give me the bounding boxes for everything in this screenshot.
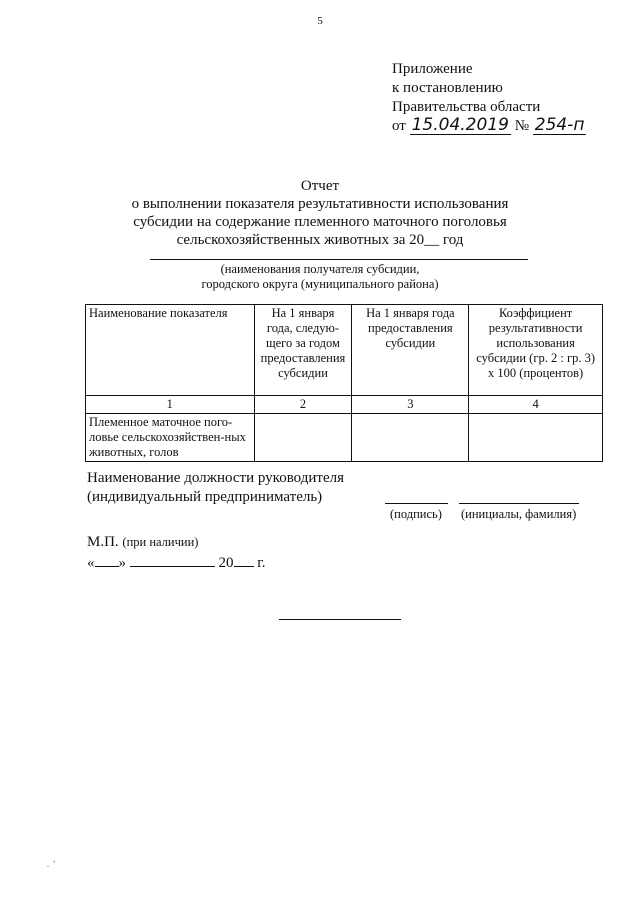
header-cell: На 1 января года, следую-щего за годом предоставления субсидии — [254, 305, 352, 396]
table-header-row — [86, 305, 603, 396]
column-number-cell: 2 — [254, 396, 352, 414]
appendix-line-2: к постановлению — [392, 80, 503, 96]
handwritten-number: 254-п — [534, 115, 585, 135]
stamp-label-line — [87, 533, 198, 552]
year-fill-line[interactable] — [234, 552, 254, 567]
appendix-line-3: Правительства области — [392, 99, 541, 115]
header-cell: Наименование показателя — [86, 305, 255, 396]
number-prefix: № — [514, 118, 530, 134]
name-caption: (инициалы, фамилия) — [461, 507, 577, 521]
signer-position — [87, 469, 344, 507]
appendix-block — [392, 60, 586, 136]
table-row — [86, 414, 603, 462]
title-line-2: субсидии на содержание племенного маточного поголовья — [133, 214, 507, 230]
date-close-quote: » — [118, 555, 126, 571]
report-table — [85, 304, 603, 462]
stamp-note: (при наличии) — [122, 535, 199, 549]
month-fill-line[interactable] — [130, 552, 215, 567]
signature-fill-line[interactable] — [385, 503, 448, 504]
date-prefix: от — [392, 118, 406, 134]
stamp-label: М.П. — [87, 534, 119, 550]
column-number-cell: 1 — [86, 396, 255, 414]
column-number-cell: 3 — [352, 396, 469, 414]
header-cell: На 1 января года предоставления субсидии — [352, 305, 469, 396]
year-prefix: 20 — [218, 555, 234, 571]
value-cell-current-year[interactable] — [352, 414, 469, 462]
header-cell: Коэффициент результативности использования субсидии (гр. 2 : гр. 3) х 100 (процентов) — [469, 305, 603, 396]
value-cell-coefficient[interactable] — [469, 414, 603, 462]
end-separator-line — [279, 619, 401, 620]
page-number: 5 — [317, 15, 323, 27]
table-column-number-row — [86, 396, 603, 414]
title-heading: Отчет — [300, 178, 340, 194]
signer-position-line-2: (индивидуальный предприниматель) — [87, 489, 323, 505]
column-number-cell: 4 — [469, 396, 603, 414]
handwritten-date: 15.04.2019 — [411, 115, 509, 135]
date-open-quote: « — [87, 555, 95, 571]
appendix-line-1: Приложение — [392, 61, 473, 77]
appendix-date-line — [392, 117, 586, 136]
recipient-caption-line-1: (наименования получателя субсидии, — [220, 262, 420, 276]
recipient-caption — [0, 262, 640, 292]
signature-caption: (подпись) — [390, 507, 442, 521]
scan-specks: . ˚ — [47, 860, 56, 869]
recipient-caption-line-2: городского округа (муниципального района) — [201, 277, 439, 291]
signer-position-line-1: Наименование должности руководителя — [87, 470, 345, 486]
report-title — [0, 177, 640, 249]
value-cell-next-year[interactable] — [254, 414, 352, 462]
year-suffix: г. — [257, 555, 266, 571]
recipient-fill-line[interactable] — [150, 259, 528, 260]
day-fill-line[interactable] — [95, 552, 119, 567]
sign-date-line — [87, 552, 265, 573]
title-line-3: сельскохозяйственных животных за 20__ год — [176, 232, 464, 248]
title-line-1: о выполнении показателя результативности использования — [131, 196, 509, 212]
name-fill-line[interactable] — [459, 503, 579, 504]
indicator-name-cell: Племенное маточное пого-ловье сельскохозяйствен-ных животных, голов — [86, 414, 255, 462]
